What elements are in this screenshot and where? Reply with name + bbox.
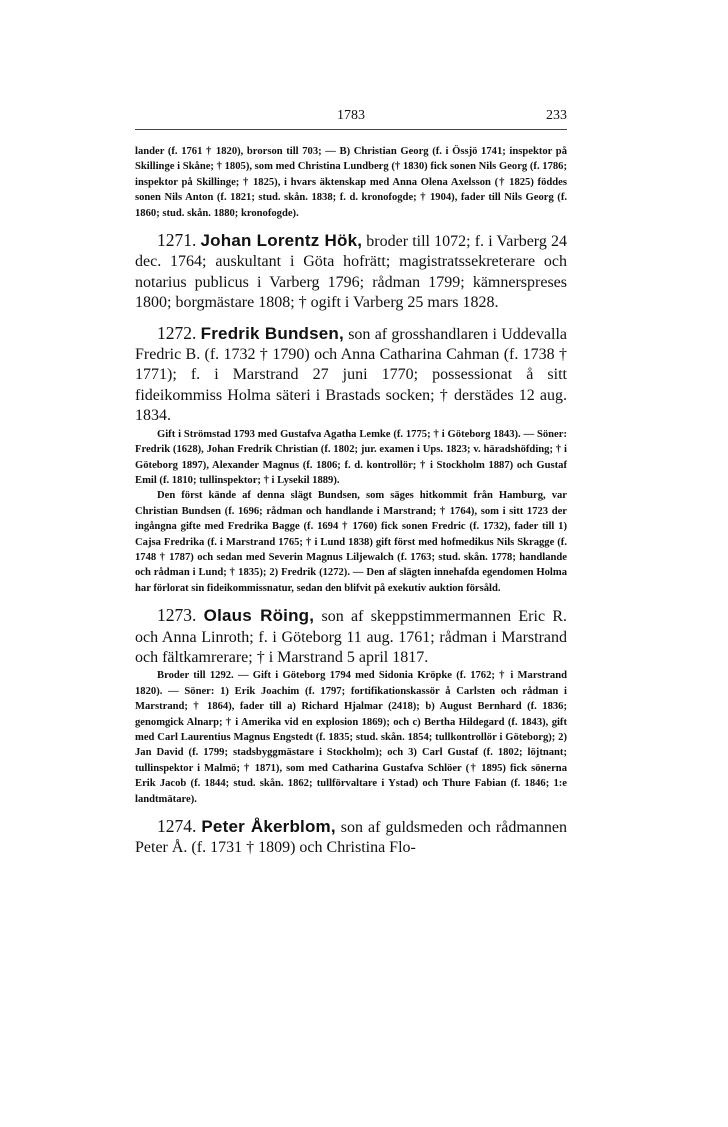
header-rule	[135, 129, 567, 130]
entry-1274	[135, 816, 567, 859]
entry-note: Broder till 1292. — Gift i Göteborg 1794 med Sidonia Kröpke (f. 1762; † i Marstrand 1820). — Söner: 1) Erik Joachim (f. 1797; fortifikationskassör å Carlsten och rådman i Marstrand; † 1864), fader till a) Richard Hjalmar (2418); b) August Bernhard (f. 1836; genomgick Alnarp; † i Amerika vid en explosion 1869); och c) Bertha Hildegard (f. 1843), gift med Carl Laurentius Magnus Engstedt (f. 1835; stud. skån. 1854; tullkontrollör i Göteborg); 2) Jan David (f. 1799; stadsbyggmästare i Stockholm); och 3) Carl Gustaf (f. 1802; löjtnant; tullinspektor i Malmö; † 1871), som med Catharina Gustafva Schlöer († 1895) fick sönerna Erik Jacob (f. 1844; stud. skån. 1862; tullförvaltare i Ystad) och Thure Fabian (f. 1846; 1:e landtmätare).	[135, 670, 567, 805]
header-year: 1783	[337, 108, 365, 123]
entry-name: Olaus Röing,	[203, 606, 315, 626]
entry-number: 1274.	[157, 816, 197, 837]
entry-number: 1273.	[157, 605, 197, 626]
entry-number: 1272.	[157, 322, 197, 343]
entry-text: broder till 1072; f. i Varberg 24 dec. 1764; auskultant i Göta hofrätt; magistratssekreterare och notarius publicus i Varberg 1796; rådman 1799; kämnerspreses 1800; borgmästare 1808; † ogift i Varberg 25 mars 1828.	[135, 233, 567, 312]
entry-1272	[135, 323, 567, 597]
page-body	[135, 144, 567, 859]
page-header	[135, 108, 567, 128]
continuation-note: lander (f. 1761 † 1820), brorson till 703; — B) Christian Georg (f. i Össjö 1741; inspektor på Skillinge i Skåne; † 1805), som med Christina Lundberg († 1830) fick sonen Nils Georg (f. 1786; inspektor på Skillinge; † 1825), i hvars äktenskap med Anna Olena Axelsson († 1825) föddes sonen Nils Anton (f. 1821; stud. skån. 1838; f. d. kronofogde; † 1904), fader till Nils Georg (f. 1860; stud. skån. 1880; kronofogde).	[135, 146, 567, 219]
entry-paragraph	[135, 230, 567, 314]
entry-1271	[135, 230, 567, 314]
entry-1273	[135, 605, 567, 807]
entry-note: Den först kände af denna slägt Bundsen, som säges hitkommit från Hamburg, var Christian Bundsen (f. 1696; rådman och handlande i Marstrand; † 1764), som i sitt 1723 der ingångna gifte med Fredrika Bagge (f. 1694 † 1760) fick sonen Fredric (f. 1732), fader till 1) Cajsa Fredrika (f. i Marstrand 1765; † i Lund 1838) gift först med hofmedikus Nils Skragge (f. 1748 † 1787) och sedan med Severin Magnus Liljewalch (f. 1763; stud. skån. 1778; handlande och rådman i Lund; † 1835); 2) Fredrik (1272). — Den af slägten innehafda egendomen Holma har förlorat sin fideikommissnatur, sedan den blifvit på exekutiv auktion försåld.	[135, 490, 567, 594]
entry-number: 1271.	[157, 230, 197, 251]
entry-text: son af grosshandlaren i Uddevalla Fredric B. (f. 1732 † 1790) och Anna Catharina Cahman (f. 1738 † 1771); f. i Marstrand 27 juni 1770; possessionat å sitt fideikommiss Holma säteri i Brastads socken; † derstädes 12 aug. 1834.	[135, 325, 567, 425]
page-number: 233	[546, 108, 567, 123]
entry-name: Johan Lorentz Hök,	[200, 231, 363, 251]
entry-paragraph	[135, 323, 567, 427]
entry-text: son af skeppstimmermannen Eric R. och Anna Linroth; f. i Göteborg 11 aug. 1761; rådman i Marstrand och fältkamrerare; † i Marstrand 5 april 1817.	[135, 608, 568, 666]
entry-paragraph	[135, 816, 567, 859]
entry-paragraph	[135, 605, 567, 668]
entry-note: Gift i Strömstad 1793 med Gustafva Agatha Lemke (f. 1775; † i Göteborg 1843). — Söner: Fredrik (1628), Johan Fredrik Christian (f. 1802; jur. examen i Ups. 1823; v. häradshöfding; † i Göteborg 1897), Alexander Magnus (f. 1806; f. d. kontrollör; † i Stockholm 1887) och Gustaf Emil (f. 1810; tullinspektor; † i Lysekil 1889).	[135, 428, 567, 486]
entry-name: Fredrik Bundsen,	[200, 323, 344, 343]
entry-name: Peter Åkerblom,	[201, 817, 336, 837]
entry-text: son af guldsmeden och rådmannen Peter Å. (f. 1731 † 1809) och Christina Flo-	[135, 819, 568, 857]
